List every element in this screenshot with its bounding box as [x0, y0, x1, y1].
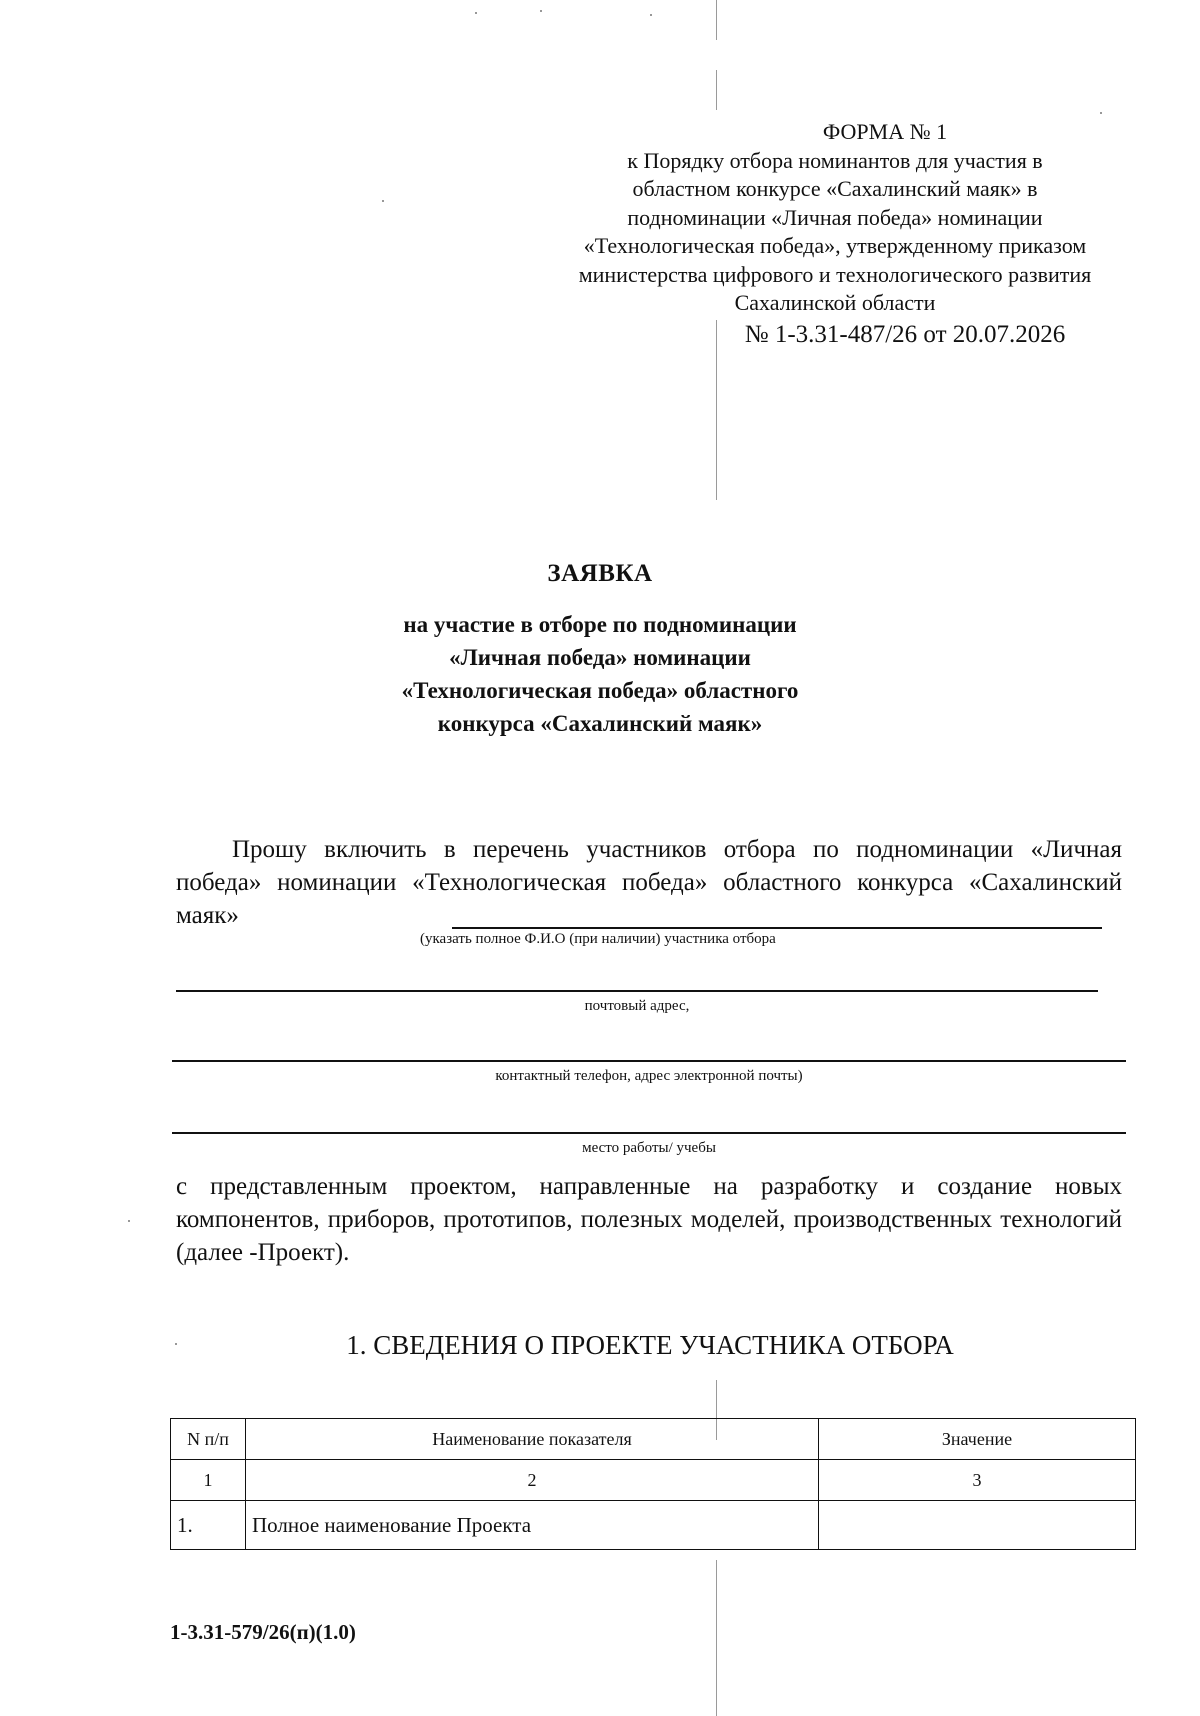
header-cell-indicator: Наименование показателя — [246, 1419, 819, 1460]
document-code: 1-3.31-579/26(п)(1.0) — [170, 1620, 356, 1644]
request-paragraph: Прошу включить в перечень участников отбора по подноминации «Личная победа» номинации «Технологическая победа» областного конкурса «Сахалинский маяк» — [176, 836, 1122, 929]
scan-artifact-line — [716, 1560, 717, 1716]
row-value-cell[interactable] — [819, 1501, 1136, 1550]
scan-artifact-line — [716, 0, 717, 40]
table-row — [171, 1501, 1136, 1550]
scan-speck — [382, 200, 384, 202]
index-cell: 1 — [171, 1460, 246, 1501]
section-title: 1. СВЕДЕНИЯ О ПРОЕКТЕ УЧАСТНИКА ОТБОРА — [346, 1330, 954, 1360]
document-title: ЗАЯВКА — [547, 560, 653, 587]
contacts-caption: контактный телефон, адрес электронной почты) — [495, 1068, 803, 1084]
scan-speck — [128, 1220, 130, 1222]
annex-line: Сахалинской области — [734, 290, 936, 315]
table-index-row — [171, 1460, 1136, 1501]
annex-line: министерства цифрового и технологического развития — [578, 261, 1092, 287]
row-indicator-name: Полное наименование Проекта — [246, 1501, 819, 1550]
annex-line: подноминации «Личная победа» номинации — [627, 204, 1043, 230]
header-cell-value: Значение — [819, 1419, 1136, 1460]
project-info-table — [170, 1418, 1136, 1550]
annex-line: областном конкурсе «Сахалинский маяк» в — [632, 176, 1038, 201]
subtitle-line: конкурса «Сахалинский маяк» — [437, 711, 763, 736]
scan-artifact-line — [716, 70, 717, 110]
scan-speck — [1100, 112, 1102, 114]
annex-reference — [540, 118, 1130, 352]
document-subtitle — [0, 608, 1200, 740]
header-cell-number: N п/п — [171, 1419, 246, 1460]
subtitle-line: «Технологическая победа» областного — [401, 678, 799, 703]
annex-line: к Порядку отбора номинантов для участия в — [627, 147, 1043, 173]
row-number: 1. — [171, 1501, 246, 1550]
annex-line: «Технологическая победа», утвержденному приказом — [583, 233, 1087, 258]
scan-speck — [650, 14, 652, 16]
subtitle-line: на участие в отборе по подноминации — [403, 612, 797, 637]
address-fill-line[interactable] — [176, 990, 1098, 992]
index-cell: 2 — [246, 1460, 819, 1501]
index-cell: 3 — [819, 1460, 1136, 1501]
work-fill-line[interactable] — [172, 1132, 1126, 1134]
work-caption: место работы/ учебы — [582, 1140, 716, 1156]
scan-speck — [475, 12, 477, 14]
scan-speck — [540, 10, 542, 12]
subtitle-line: «Личная победа» номинации — [449, 645, 751, 670]
contacts-fill-line[interactable] — [172, 1060, 1126, 1062]
form-number: ФОРМА № 1 — [822, 119, 948, 144]
fio-caption: (указать полное Ф.И.О (при наличии) участника отбора — [420, 931, 776, 947]
order-number: № 1-3.31-487/26 от 20.07.2026 — [744, 320, 1066, 348]
fio-fill-line[interactable] — [452, 927, 1102, 929]
address-caption: почтовый адрес, — [584, 998, 690, 1014]
table-header-row — [171, 1419, 1136, 1460]
project-paragraph: с представленным проектом, направленные на разработку и создание новых компонентов, приборов, прототипов, полезных моделей, производственных технологий (далее -Проект). — [176, 1173, 1122, 1266]
